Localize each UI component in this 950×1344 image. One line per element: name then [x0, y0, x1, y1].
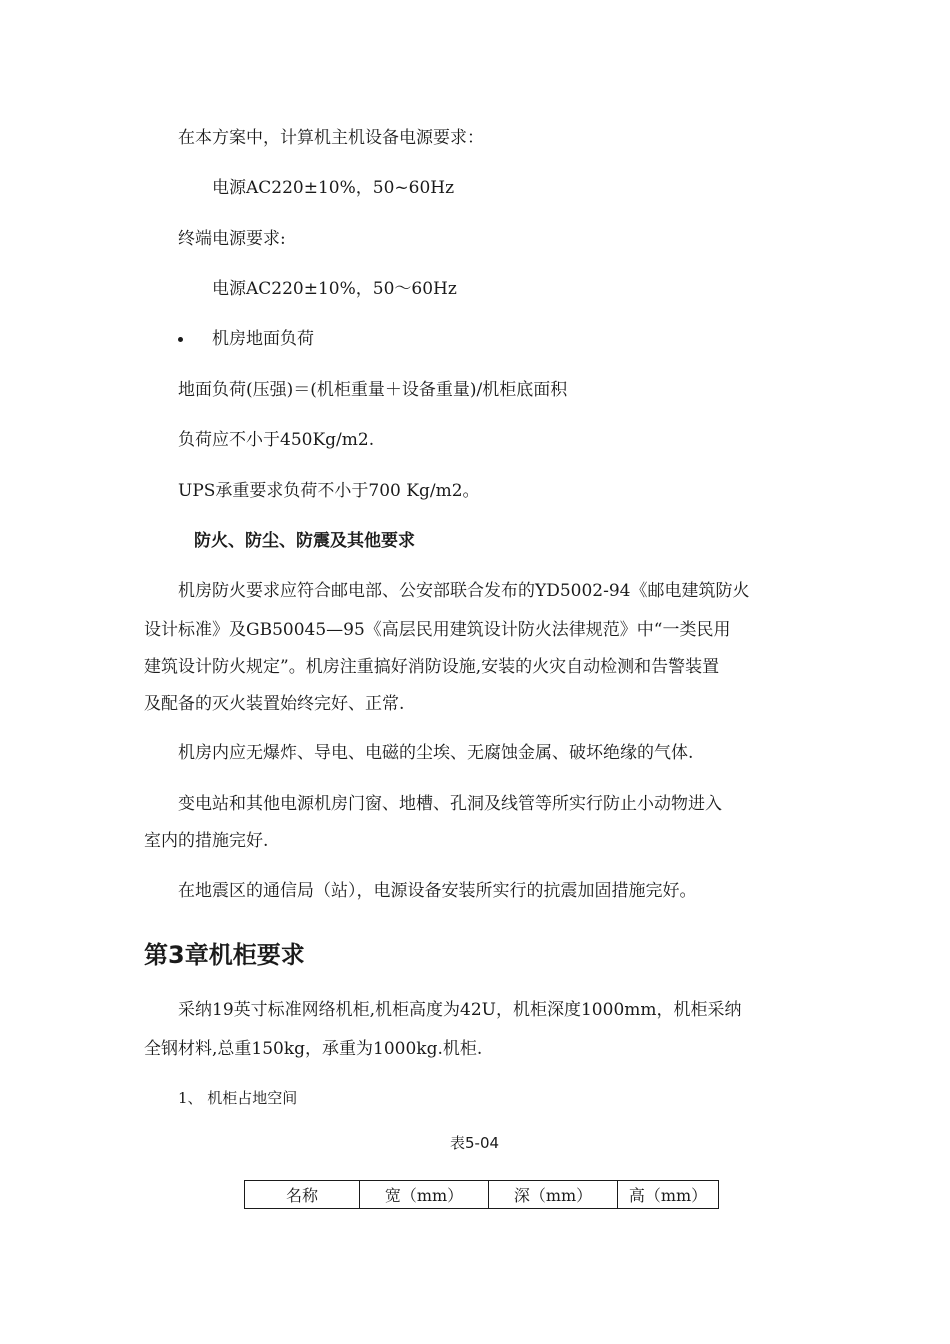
bullet-icon: [178, 337, 183, 342]
text-line: 负荷应不小于450Kg/m2.: [178, 430, 375, 450]
text-line: 地面负荷(压强)＝(机柜重量＋设备重量)/机柜底面积: [178, 380, 568, 400]
table-header-cell: 深（mm）: [489, 1181, 618, 1209]
paragraph-line: 机房防火要求应符合邮电部、公安部联合发布的YD5002-94《邮电建筑防火: [178, 581, 750, 601]
paragraph-line: 机房内应无爆炸、导电、电磁的尘埃、无腐蚀金属、破坏绝缘的气体.: [178, 743, 694, 763]
paragraph-line: 在地震区的通信局（站），电源设备安装所实行的抗震加固措施完好。: [178, 881, 697, 901]
paragraph-line: 全钢材料,总重150kg，承重为1000kg.机柜.: [144, 1039, 483, 1059]
text-line: 电源AC220±10%，50~60Hz: [212, 178, 455, 198]
dimension-table: [244, 1180, 719, 1209]
paragraph-line: 设计标准》及GB50045—95《高层民用建筑设计防火法律规范》中“一类民用: [144, 620, 731, 640]
table-caption: 表5-04: [450, 1134, 500, 1152]
list-item: 1、 机柜占地空间: [178, 1089, 298, 1107]
paragraph-line: 采纳19英寸标准网络机柜,机柜高度为42U，机柜深度1000mm，机柜采纳: [178, 1000, 742, 1020]
paragraph-line: 建筑设计防火规定”。机房注重搞好消防设施,安装的火灾自动检测和告警装置: [144, 657, 720, 677]
table-header-cell: 名称: [245, 1181, 360, 1209]
section-heading: 防火、防尘、防震及其他要求: [194, 531, 415, 551]
paragraph-line: 及配备的灭火装置始终完好、正常.: [144, 694, 405, 714]
text-line: 在本方案中，计算机主机设备电源要求：: [178, 128, 484, 148]
text-line: UPS承重要求负荷不小于700 Kg/m2。: [178, 481, 480, 501]
table-header-cell: 高（mm）: [618, 1181, 719, 1209]
paragraph-line: 室内的措施完好.: [144, 831, 269, 851]
chapter-title: 第3章机柜要求: [144, 941, 305, 969]
text-line: 电源AC220±10%，50～60Hz: [212, 279, 457, 299]
table-header-row: [245, 1181, 719, 1209]
table-header-cell: 宽（mm）: [360, 1181, 489, 1209]
text-line: 终端电源要求:: [178, 229, 286, 249]
paragraph-line: 变电站和其他电源机房门窗、地槽、孔洞及线管等所实行防止小动物进入: [178, 794, 722, 814]
bullet-item: 机房地面负荷: [212, 329, 314, 349]
